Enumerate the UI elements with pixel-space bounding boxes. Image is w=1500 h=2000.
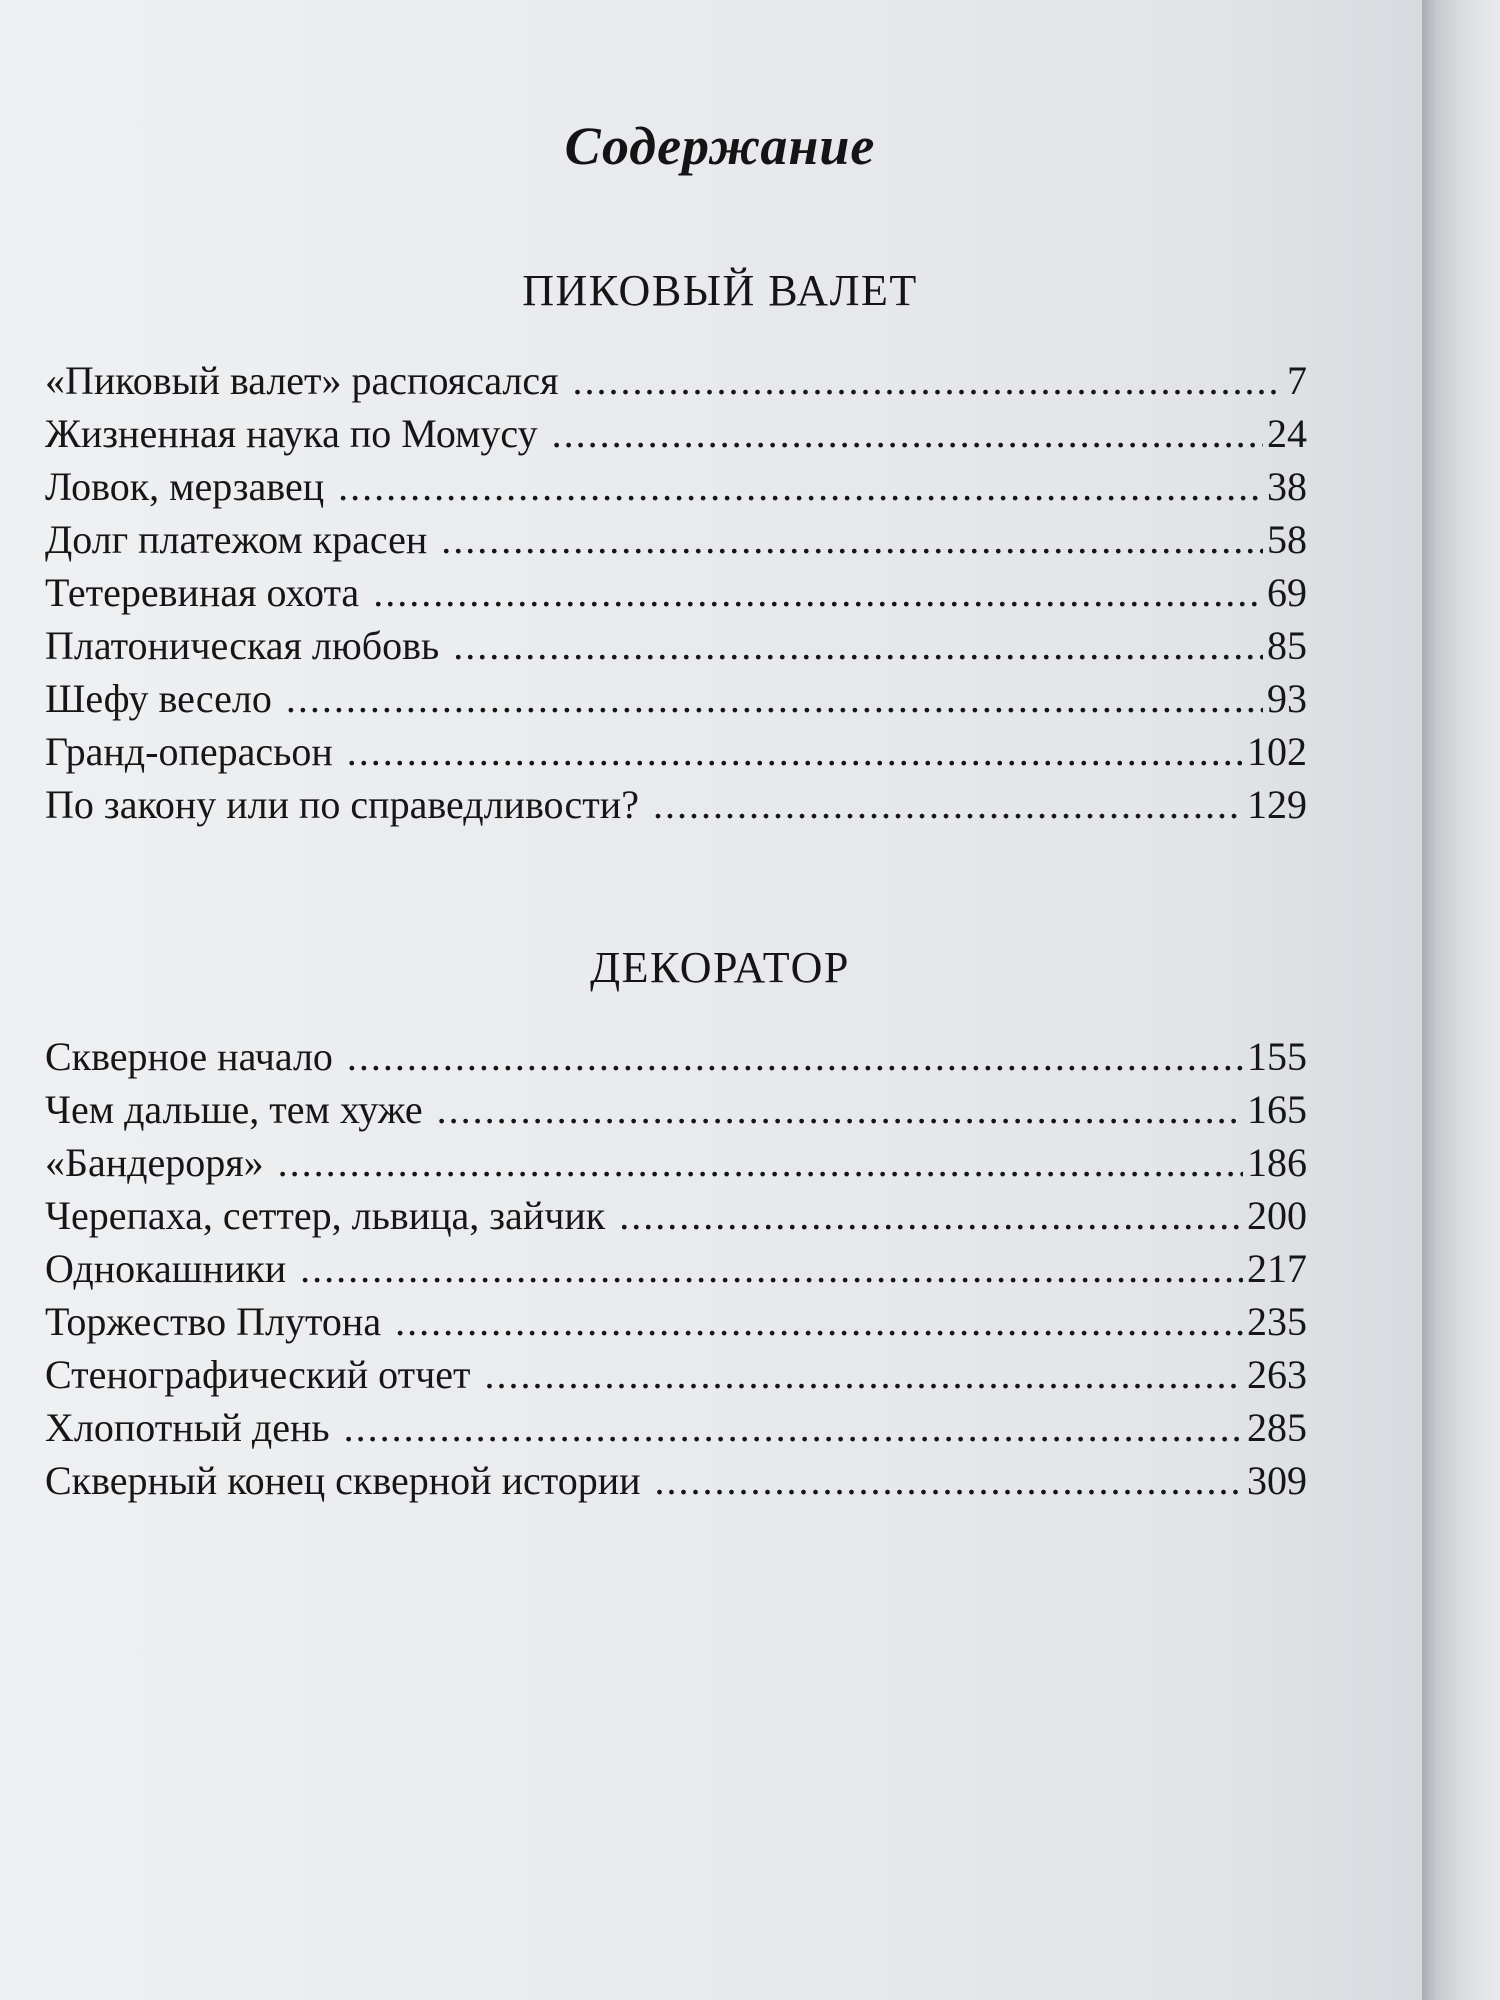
- toc-list-2: [45, 1033, 1307, 1510]
- toc-entry: [45, 675, 1307, 728]
- toc-list-1: [45, 357, 1307, 834]
- toc-entry: [45, 1351, 1307, 1404]
- toc-entry: [45, 1086, 1307, 1139]
- toc-entry: [45, 728, 1307, 781]
- dot-leader: [552, 410, 1263, 457]
- toc-entry-title: «Пиковый валет» распоясался: [45, 358, 559, 403]
- dot-leader: [655, 1457, 1243, 1504]
- toc-entry: [45, 569, 1307, 622]
- toc-entry: [45, 1033, 1307, 1086]
- toc-entry-page: 38: [1267, 464, 1307, 509]
- dot-leader: [395, 1298, 1243, 1345]
- toc-entry-title: Хлопотный день: [45, 1405, 330, 1450]
- toc-entry-page: 24: [1267, 411, 1307, 456]
- toc-entry-page: 69: [1267, 570, 1307, 615]
- toc-entry-page: 263: [1247, 1352, 1307, 1397]
- toc-entry-page: 129: [1247, 782, 1307, 827]
- toc-entry: [45, 781, 1307, 834]
- toc-entry-title: Платоническая любовь: [45, 623, 440, 668]
- toc-entry-title: «Бандероря»: [45, 1140, 264, 1185]
- toc-entry-title: Чем дальше, тем хуже: [45, 1087, 423, 1132]
- toc-entry: [45, 1404, 1307, 1457]
- toc-entry: [45, 1457, 1307, 1510]
- toc-entry-title: Жизненная наука по Момусу: [45, 411, 538, 456]
- toc-entry-title: Ловок, мерзавец: [45, 464, 325, 509]
- toc-entry-title: Торжество Плутона: [45, 1299, 382, 1344]
- dot-leader: [453, 622, 1263, 669]
- toc-entry-page: 217: [1247, 1246, 1307, 1291]
- toc-entry-page: 200: [1247, 1193, 1307, 1238]
- book-spine-edge: [1422, 0, 1500, 2000]
- toc-entry-title: Скверный конец скверной истории: [45, 1458, 641, 1503]
- dot-leader: [484, 1351, 1243, 1398]
- toc-entry: [45, 1192, 1307, 1245]
- page-title: Содержание: [564, 116, 876, 176]
- dot-leader: [437, 1086, 1243, 1133]
- toc-entry-title: Однокашники: [45, 1246, 287, 1291]
- toc-entry: [45, 1139, 1307, 1192]
- toc-entry: [45, 410, 1307, 463]
- dot-leader: [573, 357, 1283, 404]
- dot-leader: [286, 675, 1263, 722]
- toc-entry-page: 186: [1247, 1140, 1307, 1185]
- toc-entry-page: 85: [1267, 623, 1307, 668]
- dot-leader: [278, 1139, 1243, 1186]
- toc-entry-title: Шефу весело: [45, 676, 272, 721]
- toc-entry-page: 58: [1267, 517, 1307, 562]
- toc-entry-title: Стенографический отчет: [45, 1352, 471, 1397]
- section-heading-2: ДЕКОРАТОР: [590, 943, 850, 992]
- toc-entry: [45, 516, 1307, 569]
- dot-leader: [347, 728, 1243, 775]
- dot-leader: [373, 569, 1263, 616]
- toc-entry-title: Тетеревиная охота: [45, 570, 360, 615]
- dot-leader: [338, 463, 1263, 510]
- toc-entry-page: 93: [1267, 676, 1307, 721]
- toc-entry: [45, 1245, 1307, 1298]
- toc-entry-page: 285: [1247, 1405, 1307, 1450]
- toc-entry-page: 102: [1247, 729, 1307, 774]
- toc-entry-page: 7: [1287, 358, 1307, 403]
- toc-entry-title: Скверное начало: [45, 1034, 333, 1079]
- dot-leader: [300, 1245, 1243, 1292]
- dot-leader: [653, 781, 1243, 828]
- toc-entry: [45, 463, 1307, 516]
- dot-leader: [344, 1404, 1243, 1451]
- toc-entry-title: Долг платежом красен: [45, 517, 428, 562]
- toc-entry-page: 309: [1247, 1458, 1307, 1503]
- section-heading-1: ПИКОВЫЙ ВАЛЕТ: [522, 266, 918, 315]
- toc-entry: [45, 357, 1307, 410]
- dot-leader: [619, 1192, 1243, 1239]
- toc-entry-title: Гранд-операсьон: [45, 729, 333, 774]
- toc-entry-title: Черепаха, сеттер, львица, зайчик: [45, 1193, 606, 1238]
- toc-entry-page: 155: [1247, 1034, 1307, 1079]
- toc-entry-page: 165: [1247, 1087, 1307, 1132]
- dot-leader: [347, 1033, 1243, 1080]
- toc-entry-page: 235: [1247, 1299, 1307, 1344]
- dot-leader: [441, 516, 1263, 563]
- toc-entry: [45, 1298, 1307, 1351]
- toc-entry: [45, 622, 1307, 675]
- toc-entry-title: По закону или по справедливости?: [45, 782, 639, 827]
